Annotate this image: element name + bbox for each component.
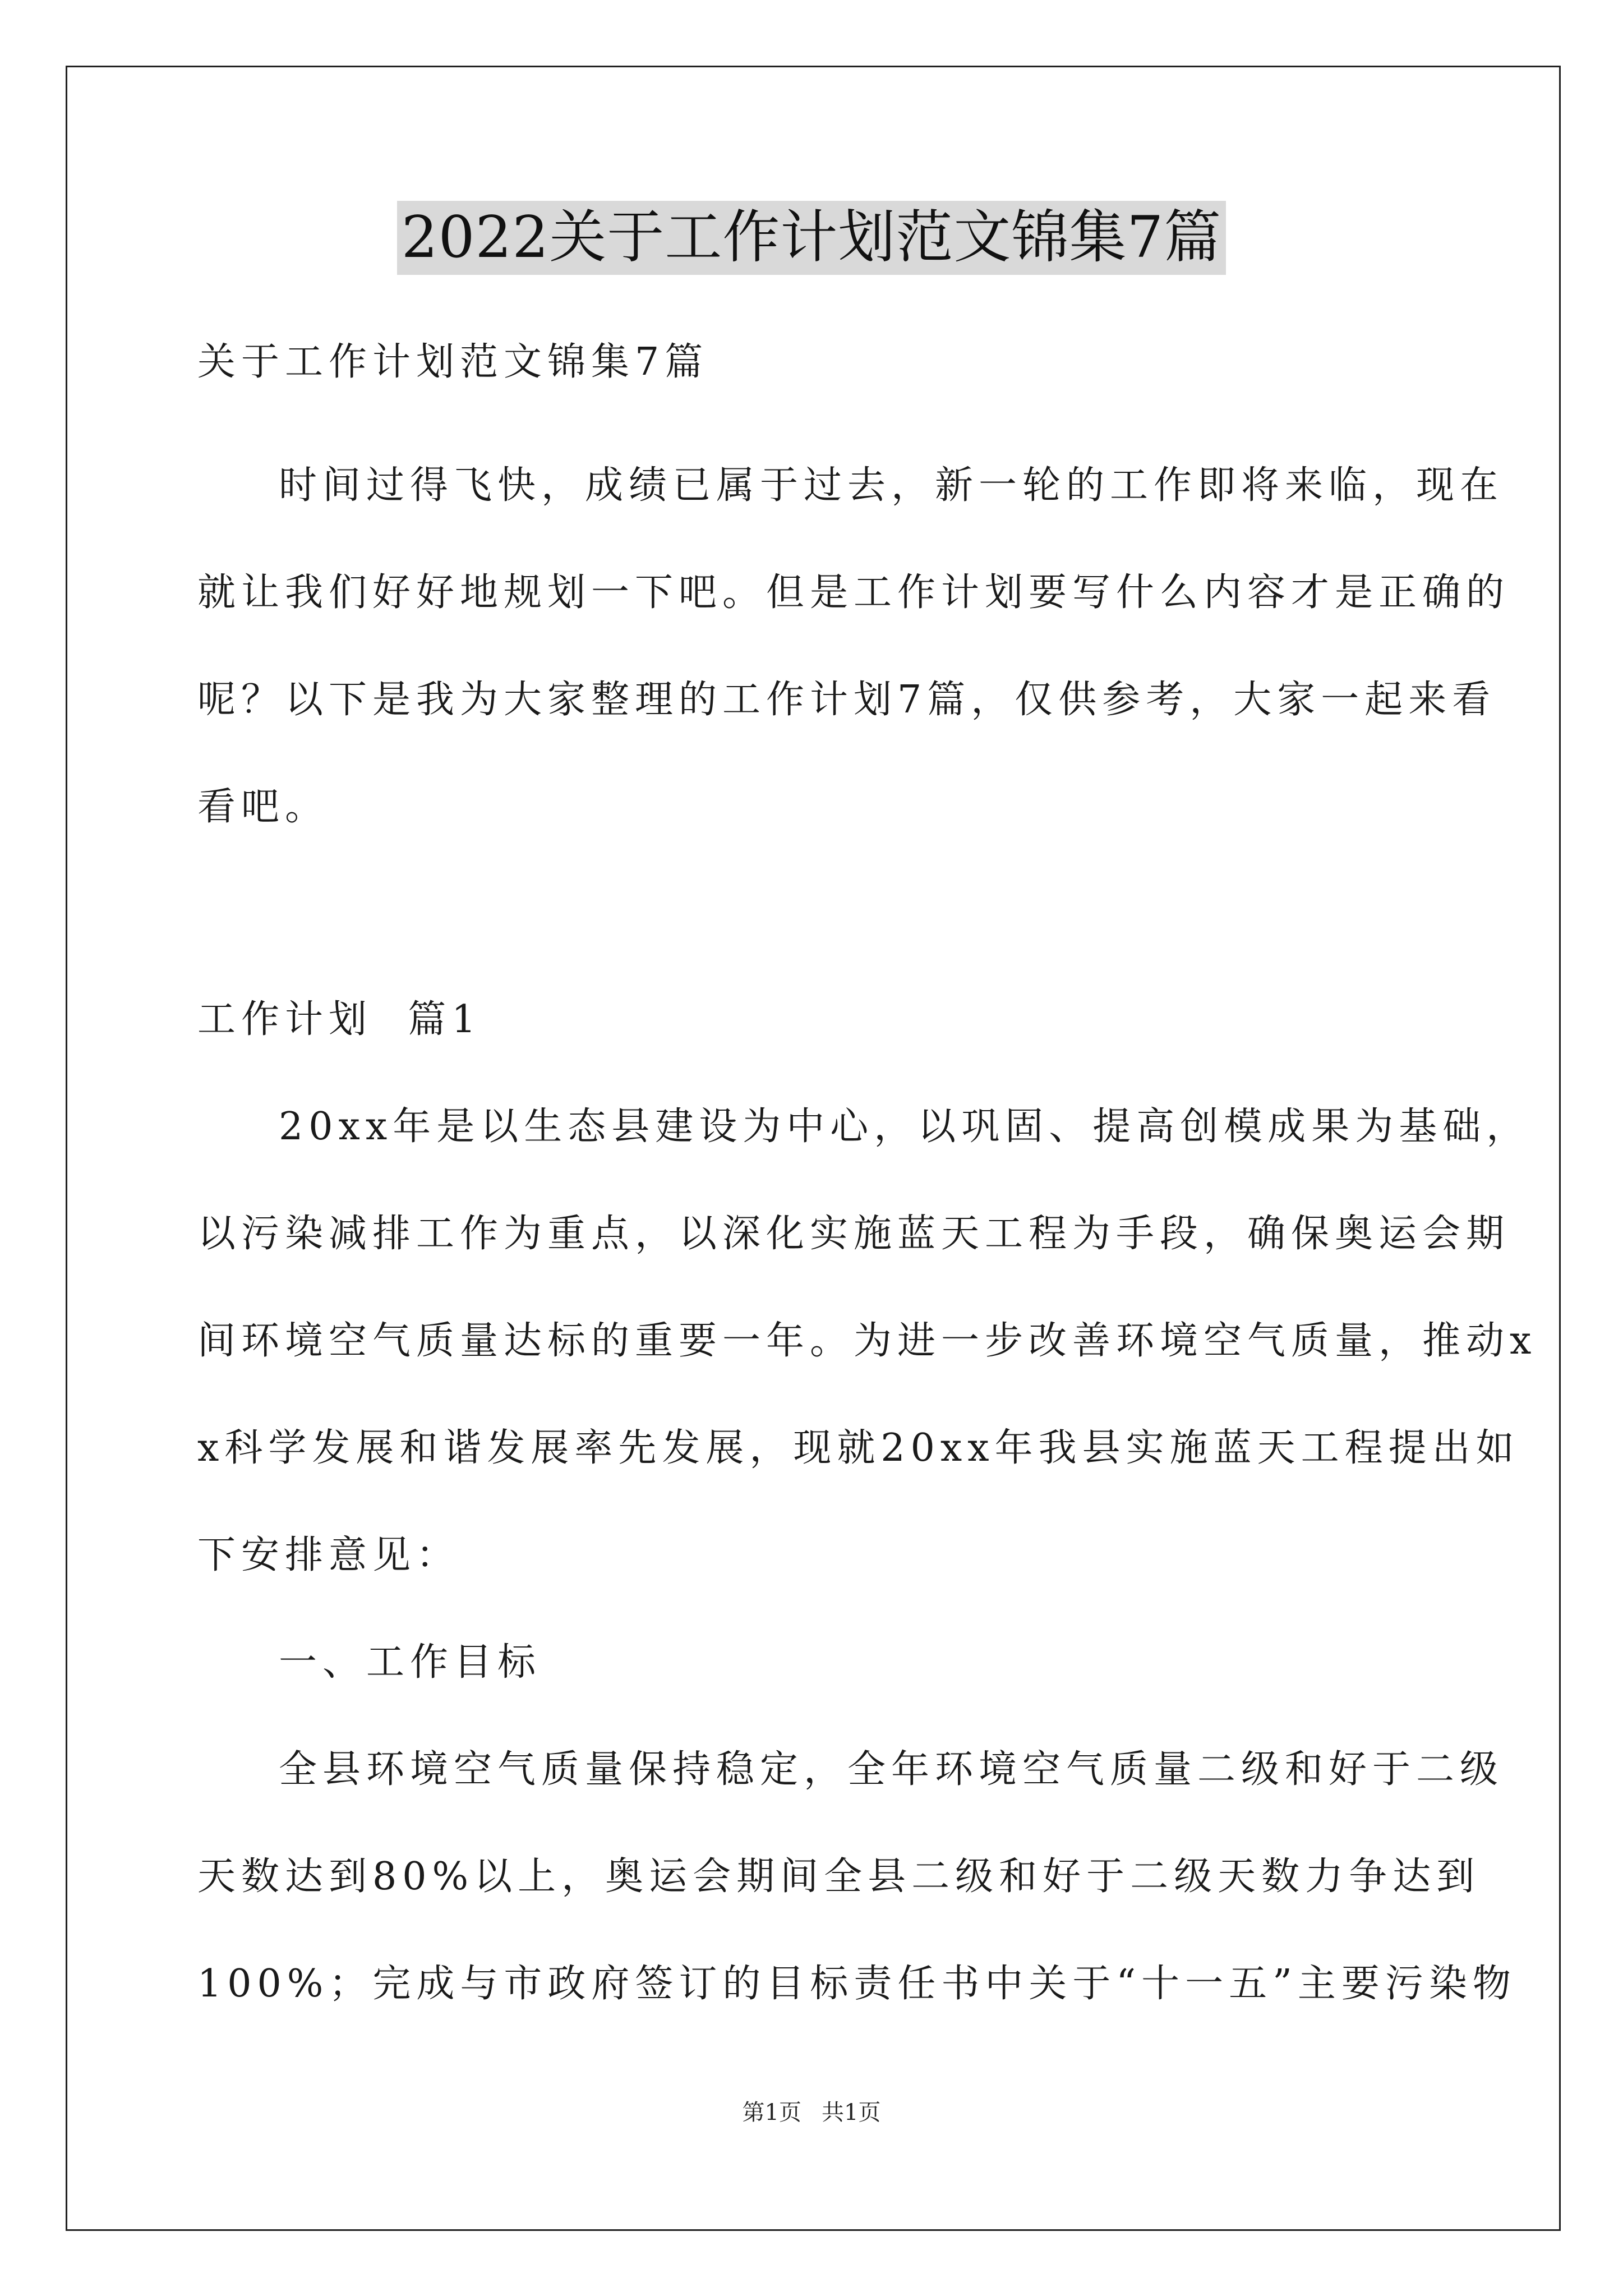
paragraph-line: 下安排意见：: [197, 1533, 460, 1577]
paragraph-line: 天数达到80%以上，奥运会期间全县二级和好于二级天数力争达到: [197, 1855, 1481, 1899]
paragraph-line: 时间过得飞快，成绩已属于过去，新一轮的工作即将来临，现在: [279, 463, 1504, 508]
page-number: 第1页: [742, 2100, 801, 2125]
paragraph-line: 20xx年是以生态县建设为中心，以巩固、提高创模成果为基础，: [279, 1105, 1530, 1149]
paragraph-line: 就让我们好好地规划一下吧。但是工作计划要写什么内容才是正确的: [197, 570, 1510, 615]
paragraph-line: 以污染减排工作为重点，以深化实施蓝天工程为手段，确保奥运会期: [197, 1212, 1510, 1256]
document-subtitle: 关于工作计划范文锦集7篇: [197, 340, 709, 384]
document-title: 2022关于工作计划范文锦集7篇: [397, 201, 1226, 275]
page-footer: [0, 2099, 1623, 2127]
paragraph-line: 间环境空气质量达标的重要一年。为进一步改善环境空气质量，推动x: [197, 1319, 1537, 1363]
section-heading: 工作计划 篇1: [197, 997, 482, 1042]
paragraph-line: 呢？以下是我为大家整理的工作计划7篇，仅供参考，大家一起来看: [197, 678, 1496, 722]
page-total: 共1页: [822, 2100, 881, 2125]
section-subheading: 一、工作目标: [279, 1640, 542, 1685]
title-container: [0, 201, 1623, 275]
paragraph-line: 100%；完成与市政府签订的目标责任书中关于“十一五”主要污染物: [197, 1962, 1516, 2006]
paragraph-line: x科学发展和谐发展率先发展，现就20xx年我县实施蓝天工程提出如: [197, 1426, 1520, 1470]
paragraph-line: 看吧。: [197, 785, 329, 829]
paragraph-line: 全县环境空气质量保持稳定，全年环境空气质量二级和好于二级: [279, 1747, 1504, 1792]
